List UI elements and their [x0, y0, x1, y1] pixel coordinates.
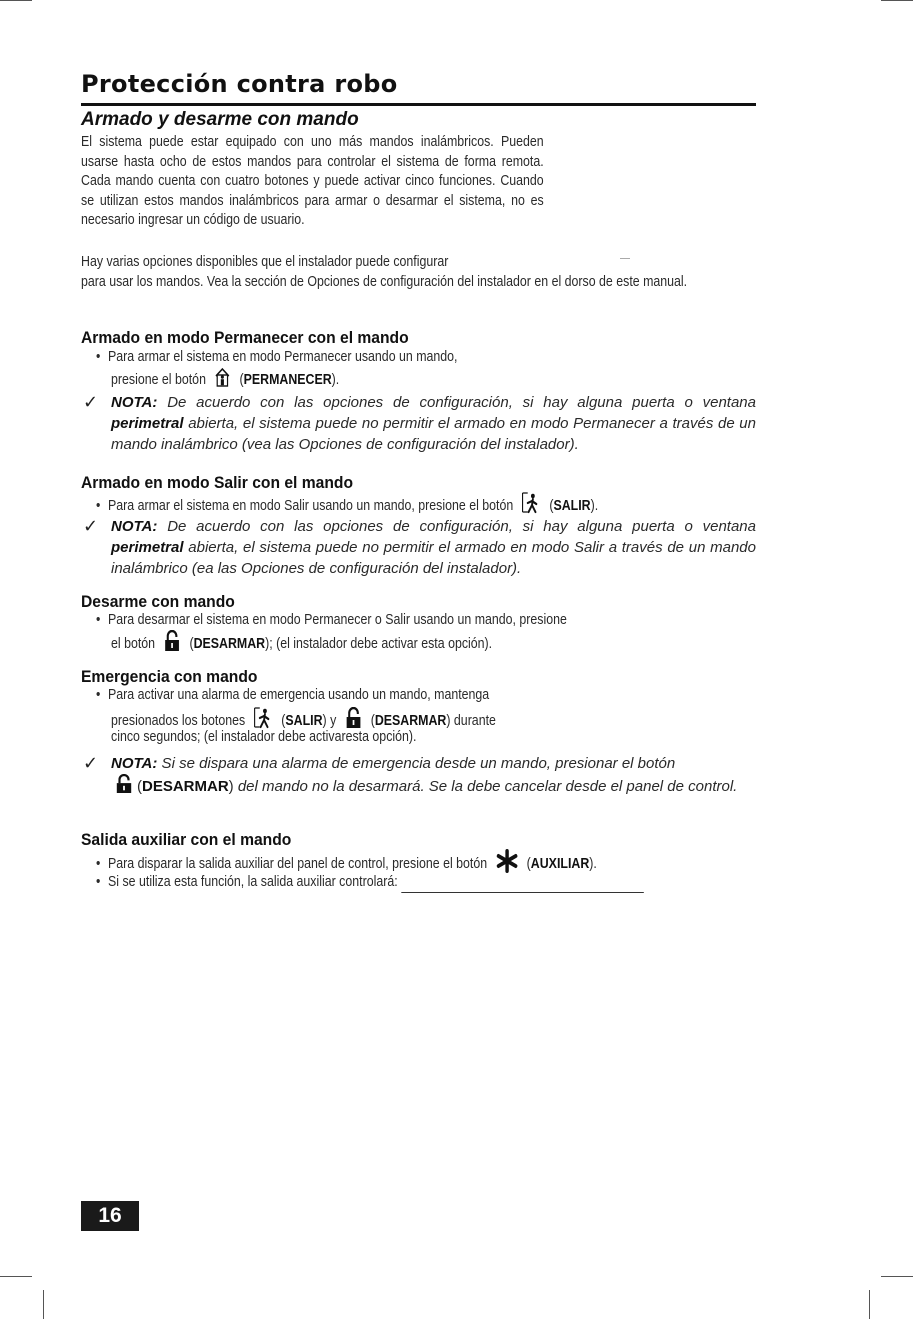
- bullet-desarme-pre: el botón: [111, 636, 156, 653]
- heading-salir: Armado en modo Salir con el mando: [81, 473, 354, 492]
- bullet-emergencia-text: Para activar una alarma de emergencia usando un mando, mantenga: [108, 687, 490, 703]
- crop-mark: [869, 1290, 870, 1319]
- bullet-emergencia-pre: presionados los botones: [111, 713, 246, 730]
- permanecer-label: PERMANECER: [243, 372, 332, 389]
- check-icon: ✓: [83, 516, 99, 537]
- bullet-emergencia-post: durante: [450, 713, 496, 730]
- conjunction: y: [326, 713, 337, 730]
- options-text-line1: Hay varias opciones disponibles que el instalador puede configurar: [81, 254, 449, 270]
- fill-in-line: [401, 878, 644, 893]
- section-subtitle: Armado y desarme con mando: [81, 109, 359, 130]
- desarmar-label: DESARMAR: [374, 713, 447, 730]
- options-text-rest: para usar los mandos. Vea la sección de Opciones de configuración del instalador en el dorso de este manual.: [81, 273, 688, 290]
- note-text: abierta, el sistema puede no permitir el armado en modo Salir a través de un mando inalámbrico (ea las Opciones de configuración del instalador).: [111, 539, 756, 577]
- bullet-auxiliar-text: Para disparar la salida auxiliar del panel de control, presione el botón: [108, 856, 488, 873]
- note-text: del mando no la desarmará. Se la debe cancelar desde el panel de control.: [233, 777, 738, 795]
- note-salir: [111, 516, 756, 579]
- stay-button-icon: [215, 367, 231, 394]
- bullet-permanecer: • Para armar el sistema en modo Permanecer usando un mando,: [96, 349, 458, 365]
- note-text: Si se dispara una alarma de emergencia desde un mando, presionar el botón: [157, 755, 676, 772]
- heading-emergencia: Emergencia con mando: [81, 667, 258, 686]
- note-bold: perimetral: [111, 415, 184, 432]
- salir-label: SALIR: [553, 498, 591, 515]
- unlock-padlock-icon: [115, 774, 133, 800]
- bullet-auxiliar-2: • Si se utiliza esta función, la salida auxiliar controlará:: [96, 873, 644, 893]
- bullet-emergencia-line3: [111, 728, 416, 748]
- crop-mark: [43, 1290, 44, 1319]
- options-paragraph: [81, 253, 756, 292]
- crop-mark: [881, 0, 913, 1]
- title-rule: [81, 103, 756, 106]
- note-label: NOTA:: [111, 394, 158, 411]
- auxiliar-label: AUXILIAR: [530, 856, 590, 873]
- intro-text: El sistema puede estar equipado con uno más mandos inalámbricos. Pueden usarse hasta ocho de estos mandos para controlar el sistema de forma remota. Cada mando cuenta con cuatro botones y puede activar cinco funciones. Cuando se utilizan estos mandos inalámbricos para armar o desarmar el sistema, no es necesario ingresar un código de usuario.: [81, 134, 544, 228]
- note-text: De acuerdo con las opciones de configuración, si hay alguna puerta o ventana: [157, 518, 756, 535]
- crop-mark: [0, 0, 32, 1]
- note-label: NOTA:: [111, 518, 158, 535]
- note-permanecer: [111, 392, 756, 455]
- desarmar-label: DESARMAR: [193, 636, 266, 653]
- bullet-permanecer-text: Para armar el sistema en modo Permanecer usando un mando,: [108, 349, 458, 365]
- page-title: Protección contra robo: [81, 70, 398, 98]
- note-text: abierta, el sistema puede no permitir el armado en modo Permanecer a través de un mando inalámbrico (vea las Opciones de configuración del instalador).: [111, 415, 756, 453]
- bullet-emergencia-cont: presionados los botones (SALIR) y (DESARMAR) durante: [111, 707, 496, 736]
- bullet-emergencia-line3-text: cinco segundos; (el instalador debe activaresta opción).: [111, 729, 417, 745]
- bullet-desarme: • Para desarmar el sistema en modo Permanecer o Salir usando un mando, presione: [96, 612, 567, 628]
- intro-paragraph: [81, 133, 544, 231]
- bullet-permanecer-cont: presione el botón (PERMANECER).: [111, 367, 339, 394]
- check-icon: ✓: [83, 392, 99, 413]
- bullet-permanecer-pre: presione el botón: [111, 372, 206, 389]
- bullet-auxiliar-2-text: Si se utiliza esta función, la salida auxiliar controlará:: [108, 874, 398, 890]
- salir-label: SALIR: [285, 713, 323, 730]
- page-number: 16: [81, 1201, 139, 1231]
- bullet-desarme-text: Para desarmar el sistema en modo Permanecer o Salir usando un mando, presione: [108, 612, 567, 628]
- note-desarmar-label: DESARMAR: [142, 777, 229, 795]
- note-bold: perimetral: [111, 539, 184, 556]
- heading-permanecer: Armado en modo Permanecer con el mando: [81, 328, 409, 347]
- crop-mark: [881, 1276, 913, 1277]
- heading-auxiliar: Salida auxiliar con el mando: [81, 830, 292, 849]
- note-text: De acuerdo con las opciones de configuración, si hay alguna puerta o ventana: [157, 394, 756, 411]
- note-label: NOTA:: [111, 755, 158, 772]
- heading-desarme: Desarme con mando: [81, 592, 235, 611]
- unlock-padlock-icon: [164, 630, 181, 659]
- note-emergencia: NOTA: Si se dispara una alarma de emergencia desde un mando, presionar el botón (DESARMAR) del mando no la desarmará. Se la debe cancelar desde el panel de control.: [111, 753, 756, 800]
- check-icon: ✓: [83, 753, 99, 774]
- bullet-desarme-cont: el botón (DESARMAR); (el instalador debe activar esta opción).: [111, 630, 492, 659]
- bullet-salir-text: Para armar el sistema en modo Salir usando un mando, presione el botón: [108, 498, 514, 515]
- bullet-emergencia: • Para activar una alarma de emergencia usando un mando, mantenga: [96, 687, 490, 703]
- crop-mark: [0, 1276, 32, 1277]
- bullet-salir: • Para armar el sistema en modo Salir usando un mando, presione el botón (SALIR).: [96, 492, 598, 521]
- bullet-desarme-post: ; (el instalador debe activar esta opción).: [269, 636, 493, 653]
- bullet-auxiliar: • Para disparar la salida auxiliar del panel de control, presione el botón (AUXILIAR).: [96, 849, 597, 880]
